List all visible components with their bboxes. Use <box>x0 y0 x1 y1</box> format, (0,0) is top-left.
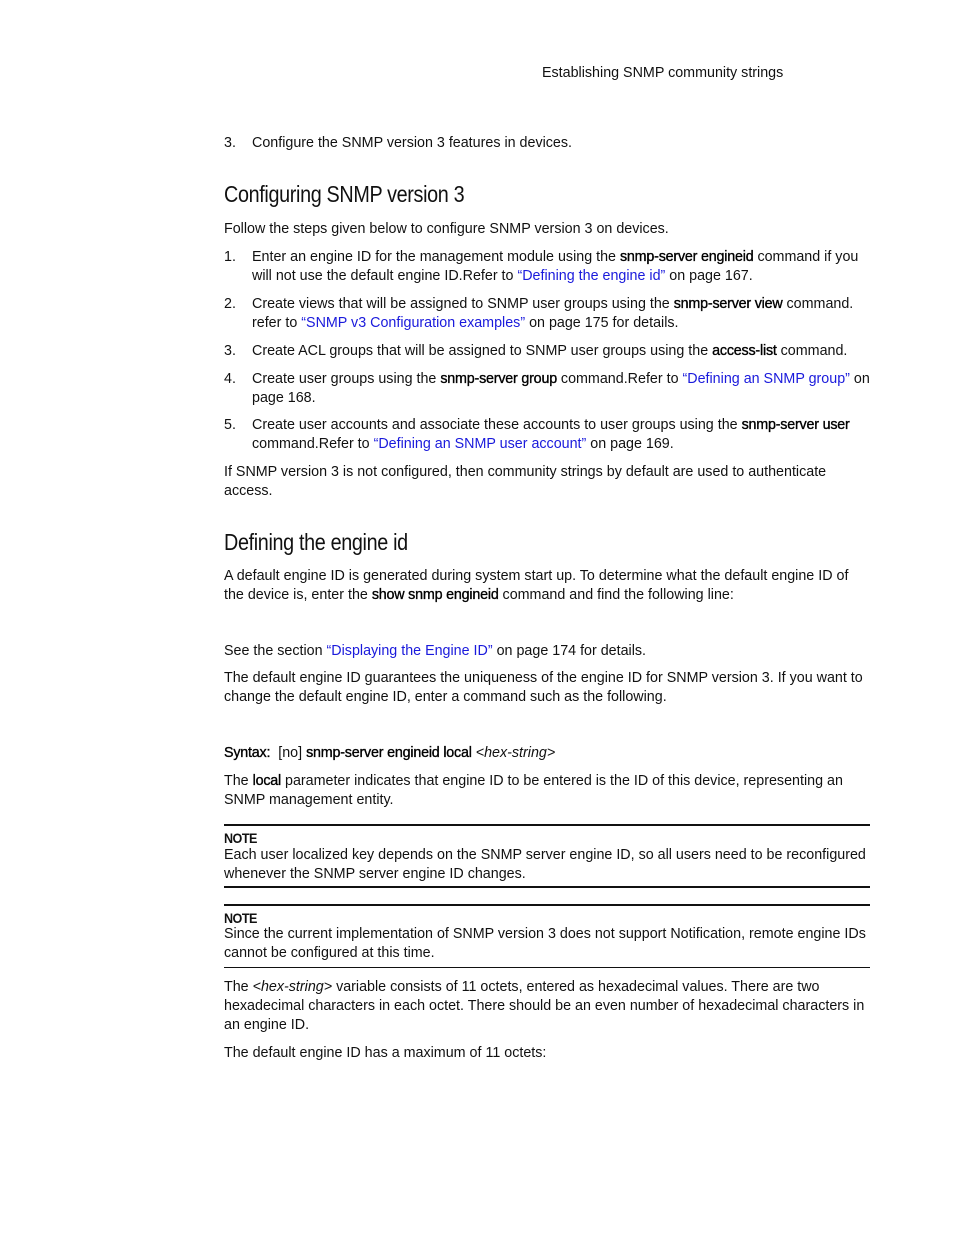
command-local: local <box>252 773 282 789</box>
step-4 <box>224 370 870 408</box>
note-1-top-rule <box>224 824 870 826</box>
step-number: 3. <box>224 343 236 359</box>
section1-intro: Follow the steps given below to configure SNMP version 3 on devices. <box>224 221 669 237</box>
step-1 <box>224 248 870 286</box>
syntax-no: [no] <box>278 745 303 761</box>
note-1-bottom-rule <box>224 886 870 888</box>
section-heading-configuring-snmp: Configuring SNMP version 3 <box>224 181 465 207</box>
command-access-list: access-list <box>712 343 777 359</box>
step-2 <box>224 295 870 333</box>
link-displaying-engine-id[interactable]: “Displaying the Engine ID” <box>326 643 493 659</box>
engine-id-paragraph-3: The default engine ID guarantees the uniqueness of the engine ID for SNMP version 3. If you want to change the default engine ID, enter a command such as the following. <box>224 670 863 705</box>
link-defining-snmp-user-account[interactable]: “Defining an SNMP user account” <box>373 436 587 452</box>
engine-id-paragraph-2: See the section “Displaying the Engine ID” on page 174 for details. <box>224 643 647 659</box>
command-snmp-server-engineid: snmp-server engineid <box>619 249 754 265</box>
note-2-bottom-rule <box>224 967 870 968</box>
command-snmp-server-view: snmp-server view <box>673 296 783 312</box>
step-number: 5. <box>224 417 236 433</box>
syntax-line <box>224 744 870 763</box>
note-2-title: NOTE <box>224 910 257 926</box>
link-defining-engine-id[interactable]: “Defining the engine id” <box>517 268 666 284</box>
step-number: 2. <box>224 296 236 312</box>
command-snmp-server-group: snmp-server group <box>440 371 557 387</box>
note-2-text: Since the current implementation of SNMP version 3 does not support Notification, remote engine IDs cannot be configured at this time. <box>224 926 866 961</box>
syntax-command: snmp-server engineid local <box>306 745 472 761</box>
note-1-text: Each user localized key depends on the SNMP server engine ID, so all users need to be reconfigured whenever the SNMP server engine ID changes. <box>224 847 866 882</box>
syntax-label: Syntax: <box>224 745 271 761</box>
step-number: 1. <box>224 249 236 265</box>
running-header: Establishing SNMP community strings <box>542 65 784 81</box>
engine-id-paragraph-4: The local parameter indicates that engine ID to be entered is the ID of this device, representing an SNMP management entity. <box>224 773 843 808</box>
section-heading-defining-engine-id: Defining the engine id <box>224 529 408 555</box>
engine-id-paragraph-1: A default engine ID is generated during system start up. To determine what the default engine ID of the device is, enter the show snmp engineid command and find the following line: <box>224 568 849 603</box>
step-text: Create ACL groups that will be assigned to SNMP user groups using the access-list command. <box>252 343 848 359</box>
engine-id-paragraph-6: The default engine ID has a maximum of 11 octets: <box>224 1045 547 1061</box>
command-show-snmp-engineid: show snmp engineid <box>371 587 499 603</box>
step-5 <box>224 416 870 454</box>
step-number: 4. <box>224 371 236 387</box>
step-3 <box>224 342 870 361</box>
note-1-title: NOTE <box>224 830 257 846</box>
syntax-argument: <hex-string> <box>475 745 556 761</box>
command-snmp-server-user: snmp-server user <box>741 417 850 433</box>
step-text: Configure the SNMP version 3 features in devices. <box>252 135 572 151</box>
step-number: 3. <box>224 135 236 151</box>
note-2-top-rule <box>224 904 870 906</box>
step-text: Create user accounts and associate these accounts to user groups using the snmp-server user command.Refer to “Defining an SNMP user account” on page 169. <box>252 417 850 452</box>
section1-closing: If SNMP version 3 is not configured, then community strings by default are used to authenticate access. <box>224 464 827 499</box>
step-text: Create views that will be assigned to SNMP user groups using the snmp-server view command. refer to “SNMP v3 Configuration examples” on page 175 for details. <box>252 296 854 331</box>
link-snmp-v3-config-examples[interactable]: “SNMP v3 Configuration examples” <box>301 315 526 331</box>
link-defining-snmp-group[interactable]: “Defining an SNMP group” <box>682 371 850 387</box>
step-text: Enter an engine ID for the management module using the snmp-server engineid command if you will not use the default engine ID.Refer to “Defining the engine id” on page 167. <box>252 249 859 284</box>
intro-step <box>224 134 870 153</box>
hex-string-variable: <hex-string> <box>252 979 333 995</box>
engine-id-paragraph-5: The <hex-string> variable consists of 11 octets, entered as hexadecimal values. There are two hexadecimal characters in each octet. There should be an even number of hexadecimal characters in an engine ID. <box>224 979 865 1033</box>
step-text: Create user groups using the snmp-server group command.Refer to “Defining an SNMP group” on page 168. <box>252 371 870 406</box>
